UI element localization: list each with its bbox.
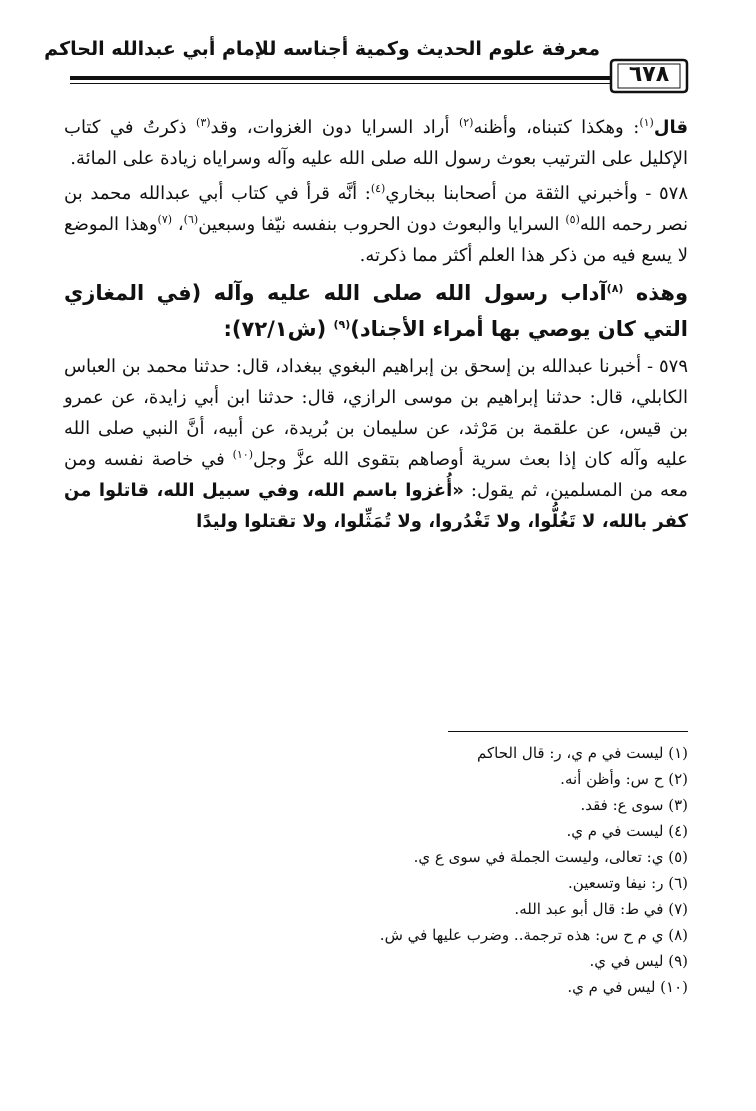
footnote-ref: (٨) bbox=[606, 282, 624, 295]
text-run: : وهكذا كتبناه، وأظنه bbox=[473, 117, 640, 138]
footnote-ref: (٩) bbox=[333, 318, 351, 331]
footnote-ref: (٥) bbox=[565, 213, 580, 226]
text-run: أراد السرايا دون الغزوات، وقد bbox=[210, 117, 459, 138]
text-run: في خاصة نفسه ومن معه من المسلمين، ثم يقول: bbox=[64, 449, 688, 501]
main-text bbox=[64, 112, 688, 541]
paragraph bbox=[64, 351, 688, 537]
footnote-ref: (١٠) bbox=[232, 448, 254, 461]
footnote: (١) ليست في م ي، ر: قال الحاكم bbox=[477, 744, 688, 762]
footnote: (٧) في ط: قال أبو عبد الله. bbox=[514, 900, 688, 918]
footnote-ref: (٤) bbox=[370, 182, 386, 195]
text-run: وهذه bbox=[623, 281, 689, 305]
footnote-ref: (٦) bbox=[183, 213, 199, 226]
paragraph bbox=[64, 178, 688, 271]
footnote-ref: (٧) bbox=[157, 213, 173, 226]
text-run: آداب رسول الله صلى الله عليه وآله (في المغازي التي كان يوصي بها أمراء الأجناد) bbox=[64, 281, 688, 341]
speaker-label: قال bbox=[653, 117, 688, 138]
footnote: (٤) ليست في م ي. bbox=[566, 822, 688, 840]
text-run: ذكرتُ في كتاب الإكليل على الترتيب بعوث رسول الله صلى الله عليه وآله وسراياه زيادة على المائة. bbox=[64, 117, 688, 169]
footnotes bbox=[300, 740, 688, 1000]
text-run: ٥٧٨ - وأخبرني الثقة من أصحابنا ببخاري bbox=[385, 183, 688, 204]
footnote: (٥) ي: تعالى، وليست الجملة في سوى ع ي. bbox=[413, 848, 688, 866]
footnote: (٩) ليس في ي. bbox=[589, 952, 688, 970]
footnote-ref: (٢) bbox=[458, 116, 474, 129]
footnote-ref: (٣) bbox=[196, 116, 211, 129]
footnote: (٦) ر: نيفا وتسعين. bbox=[568, 874, 688, 892]
hadith-text: «أُغزوا باسم الله، وفي سبيل الله، قاتلوا من كفر بالله، لا تَغُلُّوا، ولا تَغْدُروا، ولا تُمَثِّلوا، ولا تقتلوا وليدًا bbox=[64, 480, 688, 532]
footnote-ref: (١) bbox=[639, 116, 654, 129]
footnote-separator bbox=[448, 731, 688, 732]
footnote: (٨) ي م ح س: هذه ترجمة.. وضرب عليها في ش. bbox=[379, 926, 688, 944]
text-run: : أنَّه قرأ في كتاب أبي عبدالله محمد بن نصر رحمه الله bbox=[64, 183, 689, 235]
footnote: (٣) سوى ع: فقد. bbox=[580, 796, 688, 814]
paragraph bbox=[64, 275, 688, 347]
header-rule-thin bbox=[70, 83, 611, 84]
paragraph bbox=[64, 112, 688, 174]
text-run: السرايا والبعوث دون الحروب بنفسه نيّفا وسبعين bbox=[198, 214, 566, 235]
header-rule-thick bbox=[70, 76, 611, 80]
footnote: (٢) ح س: وأظن أنه. bbox=[560, 770, 688, 788]
running-header-title: معرفة علوم الحديث وكمية أجناسه للإمام أبي عبدالله الحاكم bbox=[44, 38, 600, 60]
page-number: ٦٧٨ bbox=[628, 62, 670, 87]
text-run: ، bbox=[172, 214, 184, 235]
footnote: (١٠) ليس في م ي. bbox=[567, 978, 688, 996]
text-run: (ش٧٢/١): bbox=[223, 317, 334, 341]
text-run: وهذا الموضع لا يسع فيه من ذكر هذا العلم أكثر مما ذكرته. bbox=[64, 214, 688, 266]
page-number-badge bbox=[609, 56, 689, 96]
text-run: ٥٧٩ - أخبرنا عبدالله بن إسحق بن إبراهيم البغوي ببغداد، قال: حدثنا محمد بن العباس الكابلي، قال: حدثنا إبراهيم بن موسى الرازي، قال: حدثنا ابن أبي زايدة، عن عمرو بن قيس، عن علقمة بن مَرْثد، عن سليمان بن بُريدة، عن أبيه، أنَّ النبي صلى الله عليه وآله كان إذا بعث سرية أوصاهم بتقوى الله عزَّ وجل bbox=[64, 356, 688, 470]
